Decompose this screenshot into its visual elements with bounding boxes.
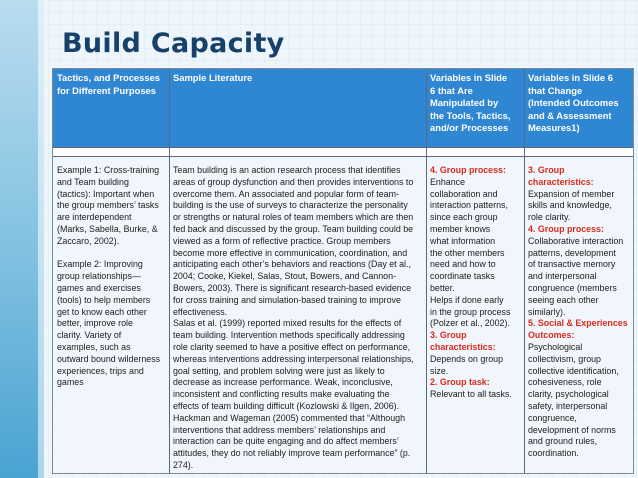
left-accent-bar [0,0,44,478]
table-row [53,157,633,473]
column-divider [524,69,525,473]
table-header-row [53,69,633,147]
header-separator [53,147,633,157]
capacity-table [52,68,634,474]
outcome-text: Expansion of member skills and knowledge, role clarity. [528,188,615,223]
outcome-text: Collaborative interaction patterns, development of transactive memory and interpersonal congruence (members seeing each other similarly). [528,235,624,317]
header-changed-variables: Variables in Slide 6 that Change (Intended Outcomes and & Assessment Measures1) [528,72,619,134]
variable-label: 2. Group task: [430,377,490,388]
cell-literature: Team building is an action research process that identifies areas of group dysfunction and then provides interventions to overcome them. An associated and popular form of team- building is the use of surveys to characterize the personality or strengths or natural roles of team members which are then fed back and discussed by the group. Team building could be viewed as a form of reflective practice. Group members become more effective in communication, coordination, and anticipating each other’s behaviors and reactions (Day et al., 2004; Cooke, Kiekel, Salas, Stout, Bowers, and Cannon- Bowers, 2003). There is significant research-based evidence for cross training and simulation-based training to improve effectiveness. Salas et al. (1999) reported mixed results for the effects of team building. Intervention methods specifically addressing role clarity seemed to have a positive effect on performance, whereas interventions addressing interpersonal relationships, goal setting, and problem solving were just as likely to decrease as increase performance. Weak, inconclusive, inconsistent and conflicting results make evaluating the effects of team building difficult (Kozlowski & Ilgen, 2006). Hackman and Wageman (2005) commented that “Although interventions that address members’ relationships and interaction can be quite engaging and do affect members’ attitudes, they do not reliably improve team performance” (p. 274). [173,165,414,470]
outcome-text: Psychological collectivism, group collective identification, cohesiveness, role clarity, psychological safety, interpersonal congruence, development of norms and ground rules, coordination. [528,341,619,459]
variable-label: 3. Group characteristics: [430,330,496,352]
column-divider [169,69,170,473]
cell-tactics: Example 1: Cross-training and Team building (tactics): Important when the group members’ tasks are interdependent (Marks, Sabella, Burke, & Zaccaro, 2002). Example 2: Improving group relationships— games and exercises (tools) to help members get to know each other better, improve role clarity. Variety of examples, such as outward bound wilderness experiences, trips and games [57,165,161,388]
header-manipulated-variables: Variables in Slide 6 that Are Manipulated by the Tools, Tactics, and/or Processes [430,72,511,134]
outcome-label: 5. Social & Experiences Outcomes: [528,318,628,341]
variable-text: Depends on group size. [430,353,504,376]
slide-title: Build Capacity [62,28,285,59]
cell-manipulated-variables [426,162,524,404]
variable-text: Enhance collaboration and interaction patterns, since each group member knows what information the other members need and how to coordinate tasks better. Helps if done early in the group process (Polzer et al., 2002). [430,176,511,329]
outcome-label: 3. Group characteristics: [528,165,594,187]
outcome-label: 4. Group process: [528,223,604,234]
variable-label: 4. Group process: [430,165,506,175]
cell-changed-variables [524,162,633,463]
header-tactics: Tactics, and Processes for Different Purposes [57,72,161,96]
variable-text: Relevant to all tasks. [430,389,512,400]
column-divider [426,69,427,473]
header-literature: Sample Literature [173,72,253,83]
